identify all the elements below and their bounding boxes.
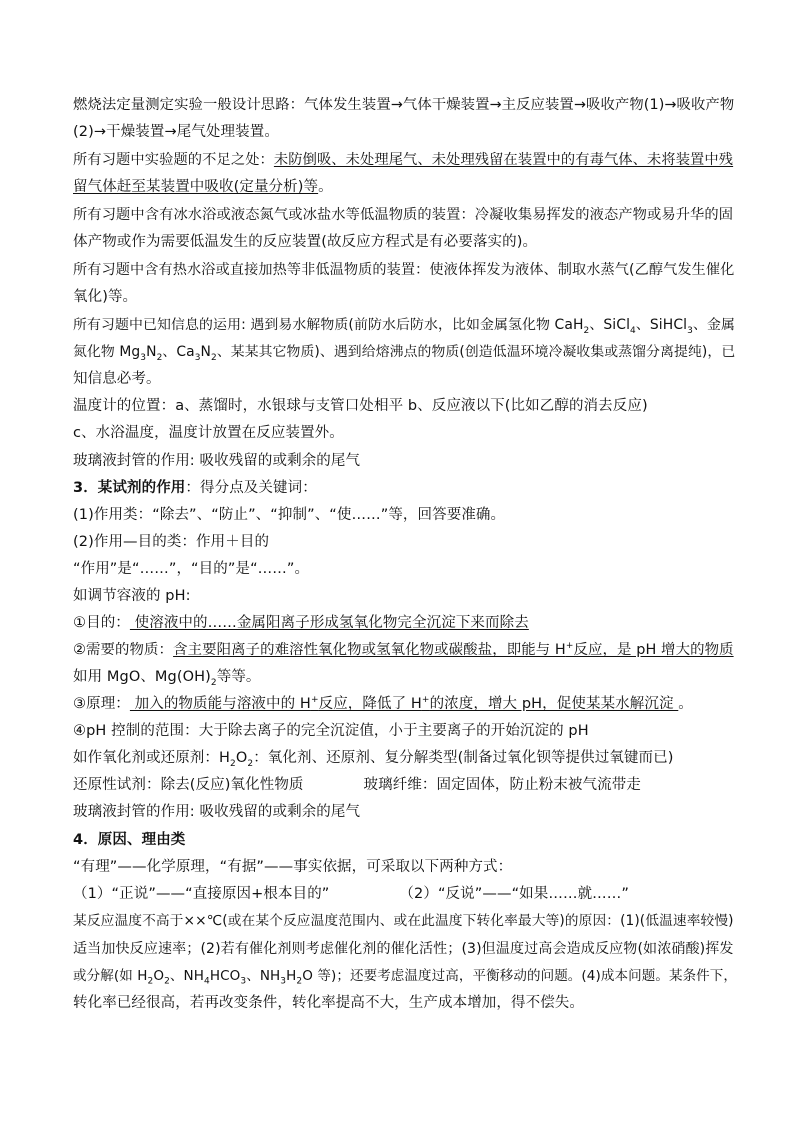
text-line: 所有习题中含有冰水浴或液态氮气或冰盐水等低温物质的装置：冷凝收集易挥发的液态产物或易升华的固 xyxy=(73,207,734,223)
text-line: (2)作用—目的类：作用＋目的 xyxy=(73,534,270,550)
text-line: 玻璃液封管的作用: 吸收残留的或剩余的尾气 xyxy=(73,453,361,469)
text-line: 所有习题中实验题的不足之处：未防倒吸、未处理尾气、未处理残留在装置中的有毒气体、未将装置中残 xyxy=(73,152,734,168)
text-line: 或分解(如 $H_2O_2$、$NH_4HCO_3$、$NH_3H_2O$ 等)；还要考虑温度过高，平衡移动的问题。(4)成本问题。某条件下， xyxy=(73,968,738,987)
underlined-answer: 含主要阳离子的难溶性氧化物或氢氧化物或碳酸盐，即能与 H+反应，是 pH 增大的物质 xyxy=(173,641,734,658)
underlined-answer: 加入的物质能与溶液中的 H+反应，降低了 H+的浓度，增大 pH，促使某某水解沉淀 xyxy=(129,695,679,712)
text-line: 知信息必考。 xyxy=(73,371,161,387)
section-heading: 3．某试剂的作用：得分点及关键词： xyxy=(73,480,317,496)
text-line: (1)作用类：“除去”、“防止”、“抑制”、“使……”等，回答要准确。 xyxy=(73,507,506,523)
text-line: 温度计的位置：a、蒸馏时，水银球与支管口处相平 b、反应液以下(比如乙醇的消去反应) xyxy=(73,398,648,414)
text-line: 如用 MgO、$Mg(OH)_2$等等。 xyxy=(73,669,261,688)
text-line: （1）“正说”——“直接原因+根本目的” （2）“反说”——“如果……就……” xyxy=(73,886,629,902)
underlined-answer: 留气体赶至某装置中吸收(定量分析)等 xyxy=(73,179,319,195)
text-line: 还原性试剂：除去(反应)氧化性物质 玻璃纤维：固定固体，防止粉末被气流带走 xyxy=(73,777,641,793)
text-line: 体产物或作为需要低温发生的反应装置(故反应方程式是有必要落实的)。 xyxy=(73,234,538,250)
text-line: 适当加快反应速率；(2)若有催化剂则考虑催化剂的催化活性；(3)但温度过高会造成反应物(如浓硝酸)挥发 xyxy=(73,941,734,957)
text-line: c、水浴温度，温度计放置在反应装置外。 xyxy=(73,425,344,441)
text-line: 如作氧化剂或还原剂：$H_2O_2$：氧化剂、还原剂、复分解类型(制备过氧化钡等提供过氧键而已) xyxy=(73,750,674,769)
text-line: ①目的： 使溶液中的……金属阳离子形成氢氧化物完全沉淀下来而除去 xyxy=(73,615,529,631)
text-line: 氮化物 $Mg_3N_2$、$Ca_3N_2$、某某其它物质)、遇到给熔沸点的物质(创造低温环境冷凝收集或蒸馏分离提纯)，已 xyxy=(73,344,736,363)
text-line: 留气体赶至某装置中吸收(定量分析)等。 xyxy=(73,179,333,195)
text-line: 某反应温度不高于××℃(或在某个反应温度范围内、或在此温度下转化率最大等)的原因：(1)(低温速率较慢) xyxy=(73,913,734,929)
text-line: “有理”——化学原理，“有据”——事实依据，可采取以下两种方式： xyxy=(73,859,513,875)
underlined-answer: 使溶液中的……金属阳离子形成氢氧化物完全沉淀下来而除去 xyxy=(129,615,529,631)
text-line: ④pH 控制的范围：大于除去离子的完全沉淀值，小于主要离子的开始沉淀的 pH xyxy=(73,723,589,739)
text-line: (2)→干燥装置→尾气处理装置。 xyxy=(73,124,279,140)
underlined-answer: 未防倒吸、未处理尾气、未处理残留在装置中的有毒气体、未将装置中残 xyxy=(273,152,734,168)
text-line: 玻璃液封管的作用: 吸收残留的或剩余的尾气 xyxy=(73,804,361,820)
text-line: 所有习题中已知信息的运用: 遇到易水解物质(前防水后防水，比如金属氢化物 CaH$_2$、SiCl$_4$、SiHCl$_3$、金属 xyxy=(73,317,735,336)
section-heading: 4．原因、理由类 xyxy=(73,832,186,848)
text-line: ③原理： 加入的物质能与溶液中的 H+反应，降低了 H+的浓度，增大 pH，促使某某水解沉淀 。 xyxy=(73,695,693,712)
text-line: 燃烧法定量测定实验一般设计思路：气体发生装置→气体干燥装置→主反应装置→吸收产物(1)→吸收产物 xyxy=(73,97,735,113)
text-line: “作用”是“……”，“目的”是“……”。 xyxy=(73,561,310,577)
text-line: 所有习题中含有热水浴或直接加热等非低温物质的装置：使液体挥发为液体、制取水蒸气(乙醇气发生催化 xyxy=(73,262,735,278)
text-line: 如调节容液的 pH: xyxy=(73,588,191,604)
text-line: 转化率已经很高，若再改变条件，转化率提高不大，生产成本增加，得不偿失。 xyxy=(73,995,584,1011)
text-line: ②需要的物质：含主要阳离子的难溶性氧化物或氢氧化物或碳酸盐，即能与 H+反应，是 pH 增大的物质 xyxy=(73,641,734,658)
text-line: 氧化)等。 xyxy=(73,289,138,305)
